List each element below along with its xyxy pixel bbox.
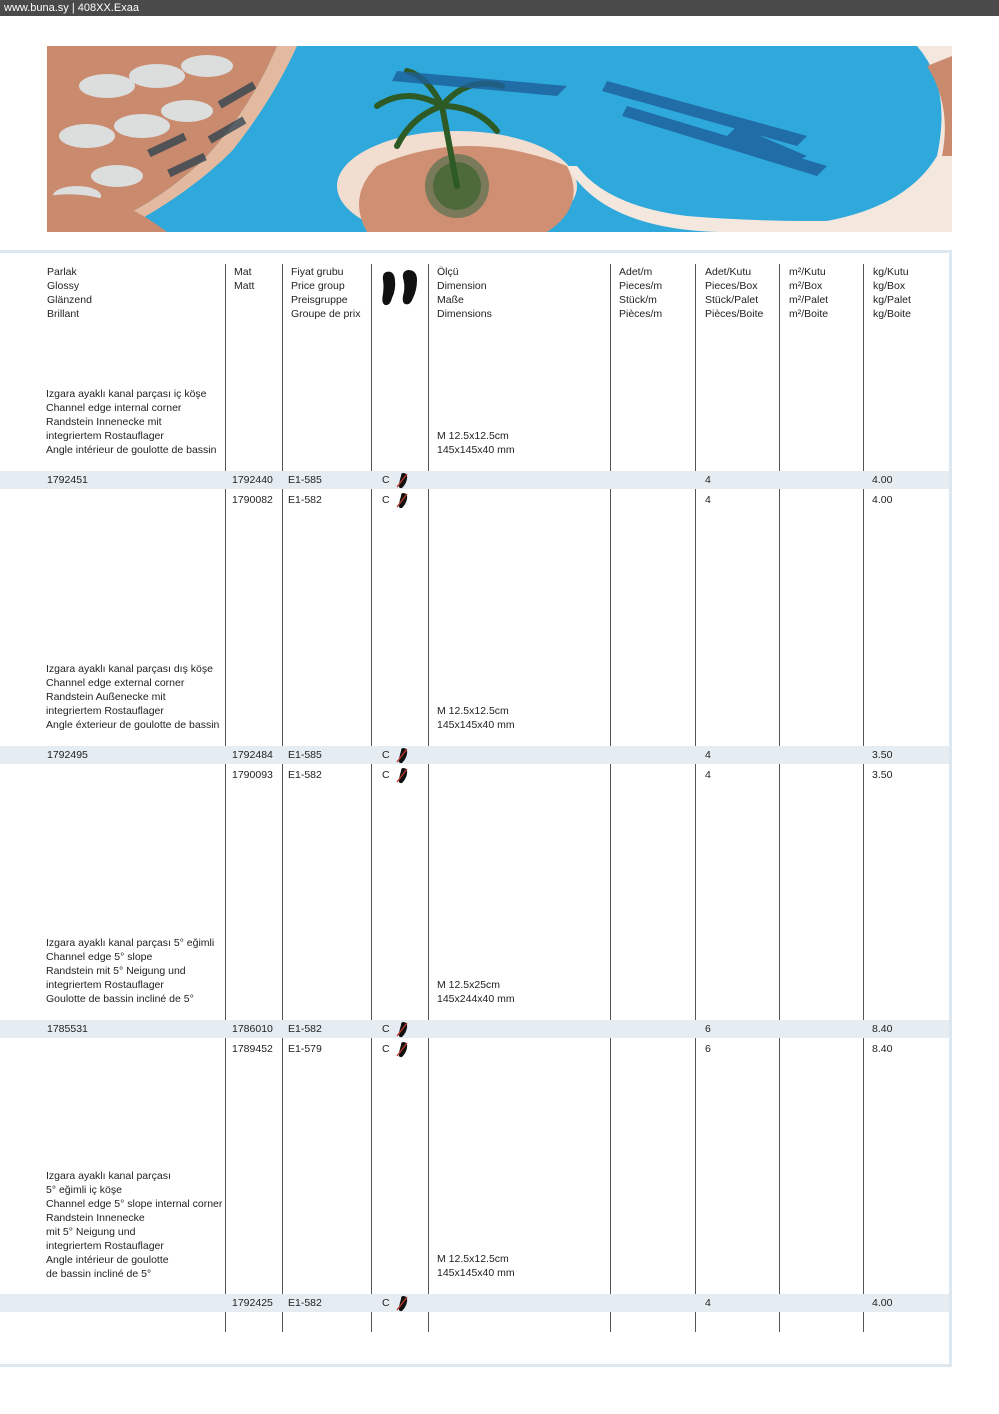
table-row [0, 1294, 949, 1312]
header-price-group-line: Fiyat grubu [291, 266, 344, 278]
slip-class: C [382, 769, 390, 781]
description-line: Channel edge internal corner [46, 402, 182, 414]
product-dimension [437, 1252, 515, 1280]
description-line: Randstein Innenecke mit [46, 416, 162, 428]
product-description [46, 936, 214, 1006]
description-line: 5° eğimli iç köşe [46, 1184, 122, 1196]
price-group: E1-582 [288, 769, 322, 781]
kg-per-box: 4.00 [872, 474, 893, 486]
header-dimension-line: Ölçü [437, 266, 459, 278]
description-line: de bassin incliné de 5° [46, 1268, 152, 1280]
glossy-code: 1792451 [47, 474, 88, 486]
dimension-line: M 12.5x12.5cm [437, 1253, 509, 1265]
header-pieces-m-line: Pieces/m [619, 280, 663, 292]
header-glossy [47, 265, 92, 321]
product-dimension [437, 978, 515, 1006]
description-line: Angle intérieur de goulotte de bassin [46, 444, 217, 456]
header-price-group-line: Preisgruppe [291, 294, 348, 306]
header-kg-box [873, 265, 911, 321]
slip-class: C [382, 749, 390, 761]
price-group: E1-585 [288, 749, 322, 761]
header-pieces-box-line: Adet/Kutu [705, 266, 752, 278]
description-line: Randstein Innenecke [46, 1212, 145, 1224]
description-line: Randstein Außenecke mit [46, 691, 166, 703]
column-divider [695, 264, 696, 1332]
product-description [46, 662, 219, 732]
glossy-code: 1792495 [47, 749, 88, 761]
header-pieces-box-line: Stück/Palet [705, 294, 759, 306]
header-price-group-line: Price group [291, 280, 345, 292]
table-row [0, 746, 949, 764]
matt-code: 1789452 [232, 1043, 273, 1055]
header-glossy-line: Glänzend [47, 294, 92, 306]
header-pieces-m-line: Adet/m [619, 266, 653, 278]
description-line: Izgara ayaklı kanal parçası iç köşe [46, 388, 207, 400]
dimension-line: 145x145x40 mm [437, 1267, 515, 1279]
pool-photo-image [47, 46, 952, 232]
barefoot-icon [395, 1041, 409, 1064]
header-kg-box-line: kg/Kutu [873, 266, 909, 278]
header-dimension-line: Maße [437, 294, 464, 306]
product-description [46, 387, 216, 457]
table-row [0, 1040, 949, 1058]
barefoot-icon [395, 1295, 409, 1318]
table-row [0, 491, 949, 509]
product-dimension [437, 704, 515, 732]
slip-class: C [382, 474, 390, 486]
description-line: integriertem Rostauflager [46, 705, 164, 717]
dimension-line: M 12.5x12.5cm [437, 430, 509, 442]
dimension-line: M 12.5x12.5cm [437, 705, 509, 717]
header-m2-box-line: m²/Kutu [789, 266, 826, 278]
pieces-per-box: 6 [705, 1023, 711, 1035]
header-m2-box-line: m²/Box [789, 280, 823, 292]
table-row [0, 1020, 949, 1038]
dimension-line: 145x145x40 mm [437, 444, 515, 456]
kg-per-box: 4.00 [872, 494, 893, 506]
table-frame-bottom [0, 1364, 952, 1367]
product-dimension [437, 429, 515, 457]
slip-class: C [382, 1297, 390, 1309]
table-frame-top [0, 250, 952, 253]
kg-per-box: 4.00 [872, 1297, 893, 1309]
pool-photo [47, 46, 952, 232]
header-glossy-line: Brillant [47, 308, 80, 320]
slip-class: C [382, 1043, 390, 1055]
description-line: Channel edge 5° slope internal corner [46, 1198, 223, 1210]
column-divider [863, 264, 864, 1332]
price-group: E1-582 [288, 1297, 322, 1309]
description-line: Channel edge external corner [46, 677, 185, 689]
description-line: Angle intérieur de goulotte [46, 1254, 169, 1266]
header-pieces-m-line: Stück/m [619, 294, 657, 306]
description-line: Channel edge 5° slope [46, 951, 153, 963]
price-group: E1-582 [288, 1023, 322, 1035]
kg-per-box: 3.50 [872, 749, 893, 761]
matt-code: 1792425 [232, 1297, 273, 1309]
header-pieces-m-line: Pièces/m [619, 308, 663, 320]
slip-class: C [382, 1023, 390, 1035]
matt-code: 1790093 [232, 769, 273, 781]
header-m2-box-line: m²/Palet [789, 294, 829, 306]
header-pieces-m [619, 265, 662, 321]
table-row [0, 766, 949, 784]
description-line: Izgara ayaklı kanal parçası 5° eğimli [46, 937, 215, 949]
column-divider [428, 264, 429, 1332]
pieces-per-box: 4 [705, 749, 711, 761]
price-group: E1-585 [288, 474, 322, 486]
dimension-line: 145x244x40 mm [437, 993, 515, 1005]
column-divider [225, 264, 226, 1332]
column-divider [282, 264, 283, 1332]
kg-per-box: 8.40 [872, 1043, 893, 1055]
matt-code: 1786010 [232, 1023, 273, 1035]
header-m2-box [789, 265, 828, 321]
description-line: integriertem Rostauflager [46, 979, 164, 991]
description-line: Angle éxterieur de goulotte de bassin [46, 719, 220, 731]
header-matt-line: Mat [234, 266, 252, 278]
description-line: mit 5° Neigung und [46, 1226, 136, 1238]
column-divider [371, 264, 372, 1332]
header-price-group-line: Groupe de prix [291, 308, 361, 320]
header-dimension-line: Dimension [437, 280, 487, 292]
glossy-code: 1785531 [47, 1023, 88, 1035]
kg-per-box: 3.50 [872, 769, 893, 781]
pieces-per-box: 4 [705, 474, 711, 486]
header-kg-box-line: kg/Box [873, 280, 906, 292]
header-pieces-box [705, 265, 763, 321]
column-divider [610, 264, 611, 1332]
header-kg-box-line: kg/Boite [873, 308, 911, 320]
header-matt-line: Matt [234, 280, 255, 292]
barefoot-icon [395, 767, 409, 790]
header-matt [234, 265, 254, 293]
kg-per-box: 8.40 [872, 1023, 893, 1035]
header-dimension [437, 265, 492, 321]
description-line: Izgara ayaklı kanal parçası [46, 1170, 171, 1182]
header-pieces-box-line: Pièces/Boite [705, 308, 764, 320]
header-glossy-line: Glossy [47, 280, 80, 292]
header-dimension-line: Dimensions [437, 308, 492, 320]
matt-code: 1790082 [232, 494, 273, 506]
description-line: integriertem Rostauflager [46, 430, 164, 442]
header-pieces-box-line: Pieces/Box [705, 280, 758, 292]
description-line: Randstein mit 5° Neigung und [46, 965, 186, 977]
matt-code: 1792440 [232, 474, 273, 486]
pieces-per-box: 4 [705, 1297, 711, 1309]
pieces-per-box: 4 [705, 769, 711, 781]
description-line: Goulotte de bassin incliné de 5° [46, 993, 194, 1005]
feet-icon [380, 268, 422, 315]
dimension-line: M 12.5x25cm [437, 979, 501, 991]
description-line: Izgara ayaklı kanal parçası dış köşe [46, 663, 213, 675]
header-m2-box-line: m²/Boite [789, 308, 829, 320]
table-frame-right [949, 250, 952, 1367]
price-group: E1-582 [288, 494, 322, 506]
table-row [0, 471, 949, 489]
slip-class: C [382, 494, 390, 506]
browser-url-bar: www.buna.sy | 408XX.Exaa [0, 0, 999, 16]
price-group: E1-579 [288, 1043, 322, 1055]
barefoot-icon [395, 492, 409, 515]
matt-code: 1792484 [232, 749, 273, 761]
column-divider [779, 264, 780, 1332]
pieces-per-box: 6 [705, 1043, 711, 1055]
description-line: integriertem Rostauflager [46, 1240, 164, 1252]
dimension-line: 145x145x40 mm [437, 719, 515, 731]
pieces-per-box: 4 [705, 494, 711, 506]
header-glossy-line: Parlak [47, 266, 77, 278]
product-description [46, 1169, 222, 1281]
header-price-group [291, 265, 360, 321]
header-kg-box-line: kg/Palet [873, 294, 911, 306]
